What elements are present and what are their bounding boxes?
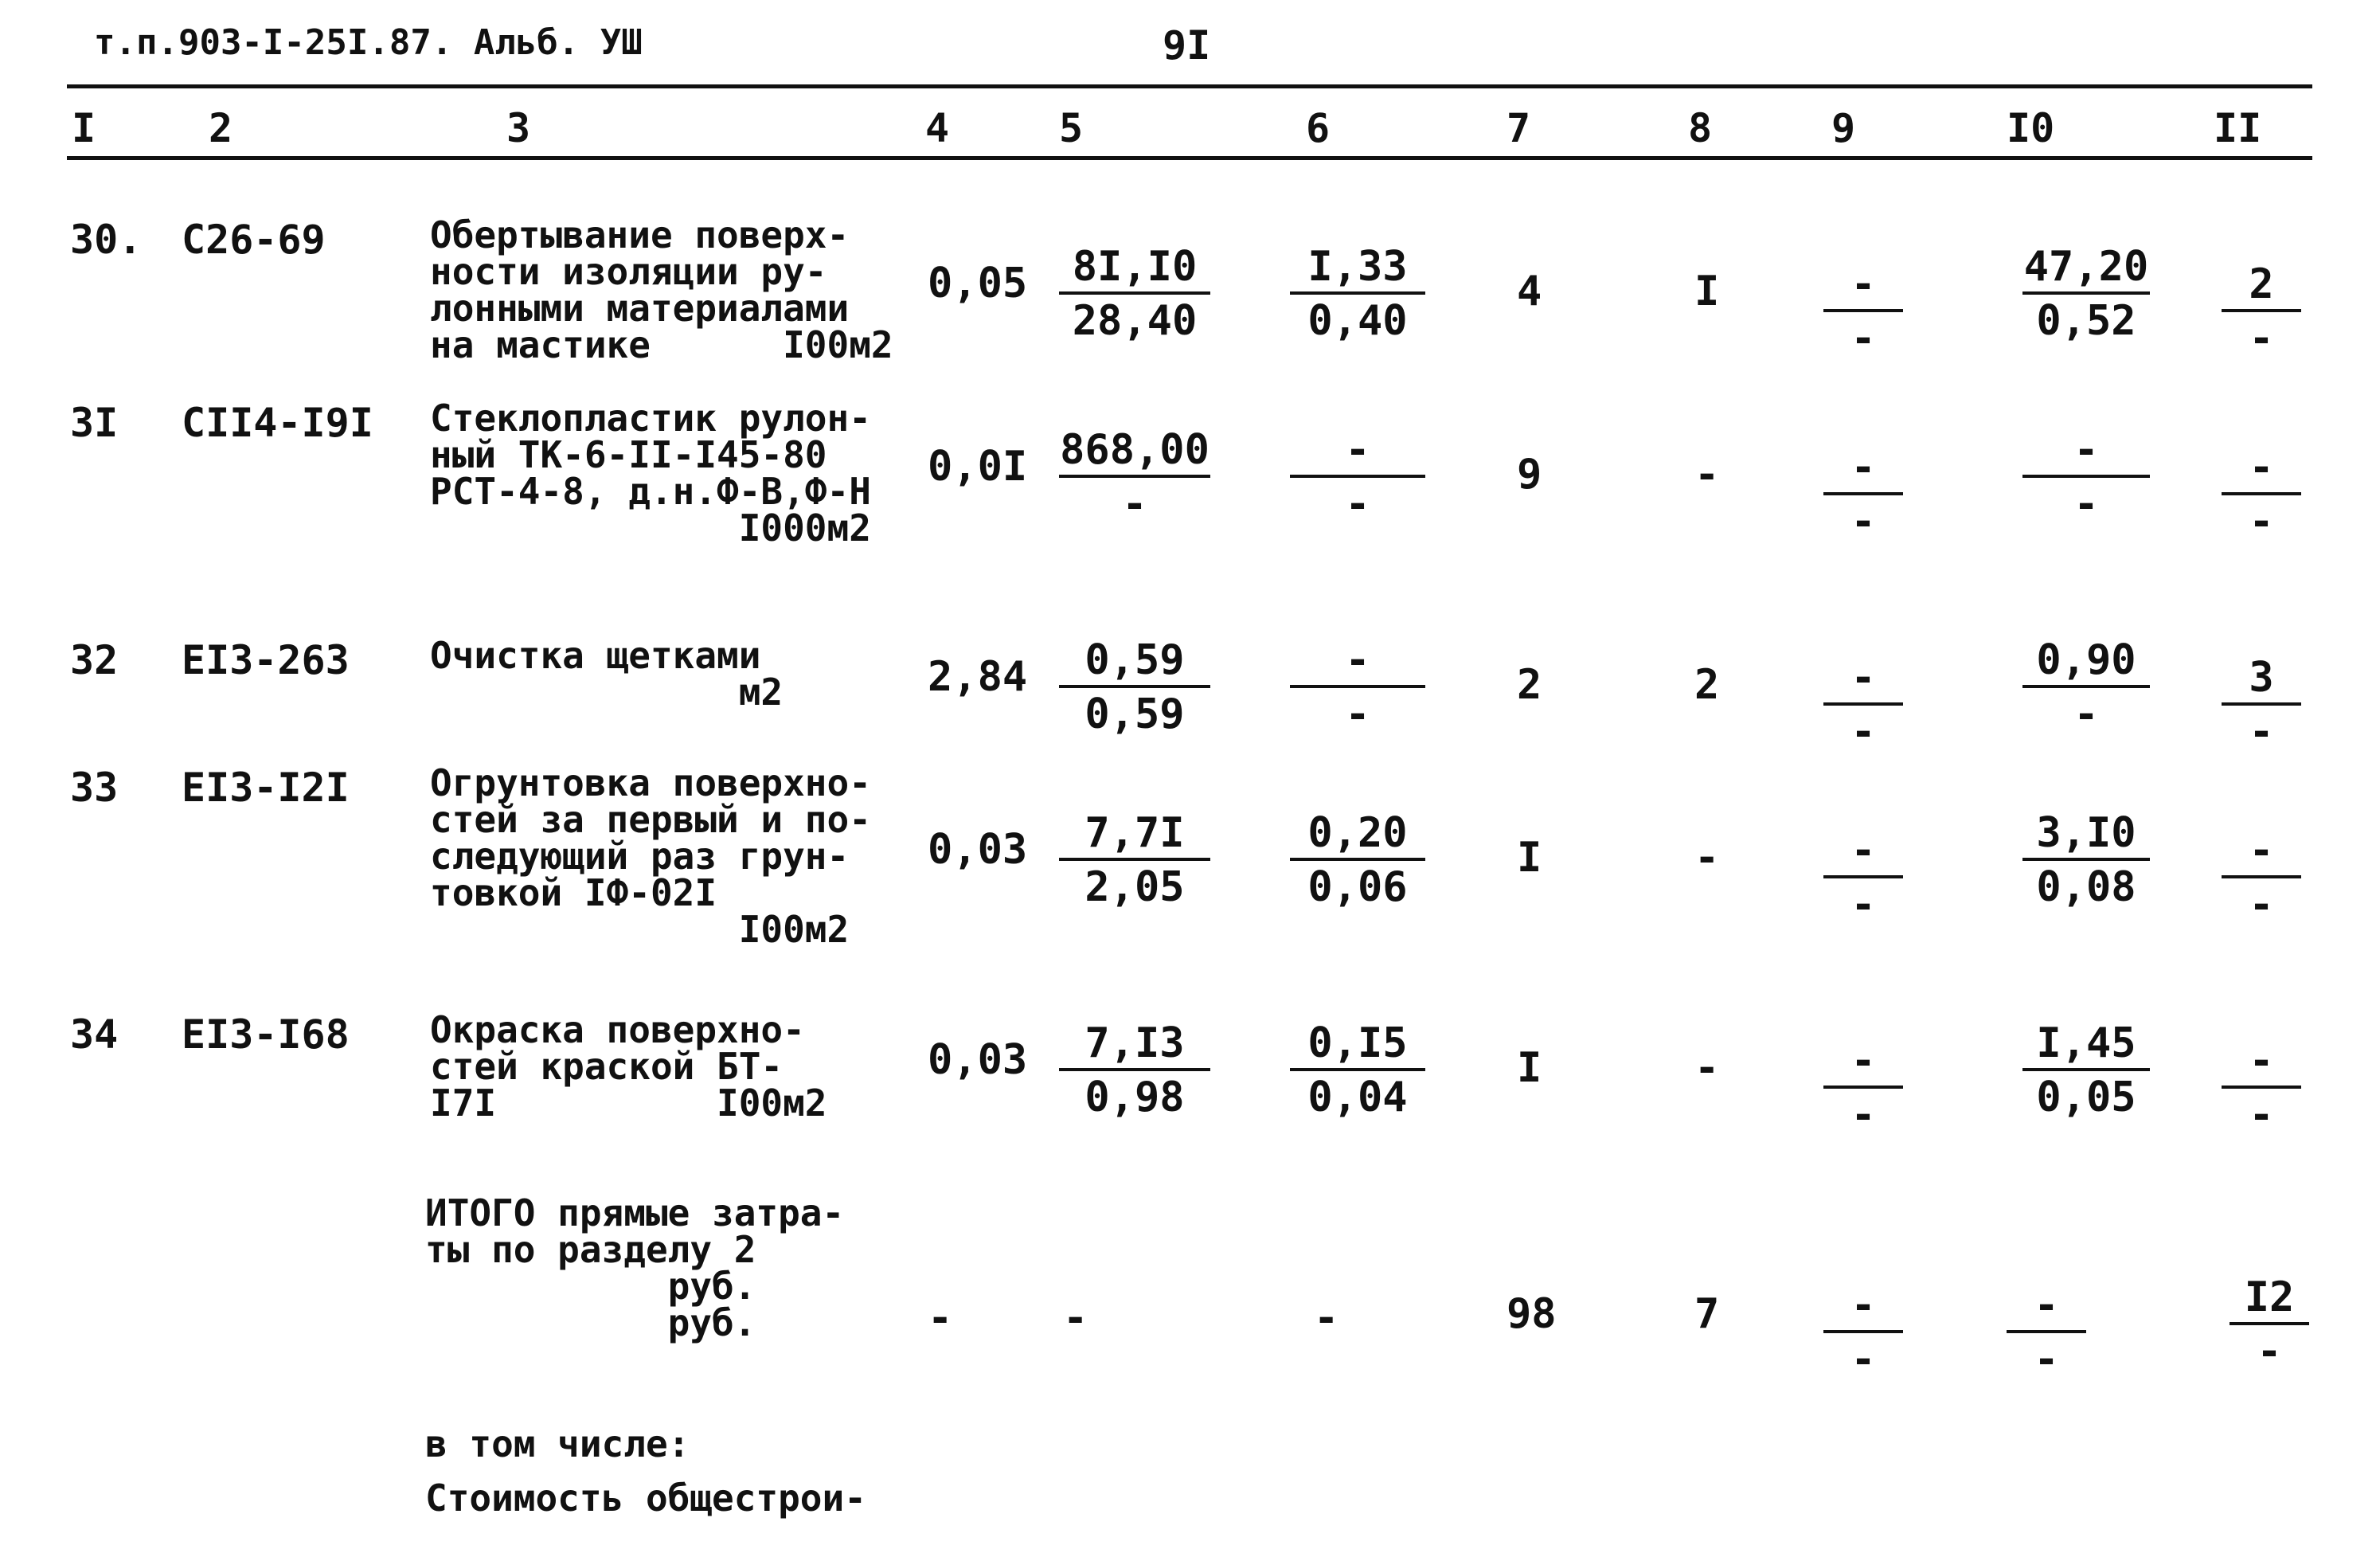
column-number-11: II (2214, 105, 2262, 151)
total-column-10-fraction-numerator: - (2034, 1281, 2059, 1329)
column-number-7: 7 (1507, 105, 1531, 151)
column-9-fraction (1823, 655, 1903, 755)
column-8-value: I (1694, 268, 1720, 315)
column-9-fraction-numerator: - (1850, 827, 1876, 874)
total-column-10-fraction-fraction-bar (2007, 1330, 2086, 1333)
column-9-fraction (1823, 827, 1903, 928)
column-11-fraction-numerator: - (2249, 444, 2274, 491)
total-column-11-fraction-denominator: - (2257, 1328, 2282, 1375)
column-number-8: 8 (1688, 105, 1713, 151)
quantity-value: 0,05 (928, 260, 1028, 307)
total-column-5: - (1063, 1294, 1088, 1342)
wage-cost-fraction-numerator: 0,I5 (1307, 1019, 1408, 1067)
column-10-fraction-numerator: 3,I0 (2036, 809, 2136, 857)
total-column-8: 7 (1694, 1290, 1720, 1338)
unit-cost-fraction-fraction-bar (1059, 685, 1210, 688)
column-11-fraction-denominator: - (2249, 1091, 2274, 1139)
column-10-fraction-denominator: 0,08 (2036, 863, 2136, 911)
column-11-fraction-denominator: - (2249, 315, 2274, 362)
wage-cost-fraction (1290, 427, 1425, 527)
rate-code: СII4-I9I (182, 400, 373, 446)
total-column-10-fraction-denominator: - (2034, 1336, 2059, 1383)
column-10-fraction-denominator: 0,52 (2036, 297, 2136, 345)
column-9-fraction-numerator: - (1850, 260, 1876, 308)
total-column-11-fraction (2230, 1274, 2309, 1375)
column-9-fraction-numerator: - (1850, 1037, 1876, 1085)
quantity-value: 0,03 (928, 826, 1028, 874)
unit-cost-fraction-denominator: 2,05 (1084, 863, 1185, 911)
quantity-value: 0,03 (928, 1036, 1028, 1084)
column-10-fraction (2022, 244, 2150, 344)
column-7-value: 9 (1517, 451, 1542, 499)
unit-cost-fraction (1059, 810, 1210, 910)
unit-cost-fraction-numerator: 0,59 (1084, 636, 1185, 684)
quantity-value: 0,0I (928, 443, 1028, 491)
column-11-fraction-numerator: - (2249, 827, 2274, 874)
unit-cost-fraction-numerator: 868,00 (1060, 426, 1210, 474)
column-11-fraction (2222, 655, 2301, 755)
rate-code: ЕI3-I2I (182, 765, 350, 811)
rate-code: С26-69 (182, 217, 326, 263)
wage-cost-fraction-numerator: 0,20 (1307, 809, 1408, 857)
total-column-9-fraction (1823, 1282, 1903, 1383)
total-column-11-fraction-fraction-bar (2230, 1322, 2309, 1325)
unit-cost-fraction-fraction-bar (1059, 291, 1210, 295)
column-11-fraction-fraction-bar (2222, 875, 2301, 878)
unit-cost-fraction-fraction-bar (1059, 858, 1210, 861)
column-11-fraction-fraction-bar (2222, 1086, 2301, 1089)
row-number: 34 (70, 1011, 119, 1058)
column-11-fraction (2222, 261, 2301, 362)
column-10-fraction-numerator: 0,90 (2036, 636, 2136, 684)
footer-cost-label: Стоимость общестрои- (425, 1477, 866, 1520)
wage-cost-fraction-denominator: - (1345, 480, 1370, 528)
column-11-fraction-denominator: - (2249, 881, 2274, 929)
document-reference: т.п.903-I-25I.87. Альб. УШ (94, 22, 643, 63)
wage-cost-fraction (1290, 244, 1425, 344)
rate-code: ЕI3-I68 (182, 1011, 350, 1058)
wage-cost-fraction (1290, 637, 1425, 737)
column-number-1: I (72, 105, 96, 151)
unit-cost-fraction-denominator: 0,98 (1084, 1074, 1185, 1121)
work-description: Стеклопластик рулон- ный ТК-6-II-I45-80 РСТ-4-8, д.н.Ф-В,Ф-Н I000м2 (430, 397, 871, 550)
unit-cost-fraction-numerator: 8I,I0 (1072, 243, 1198, 291)
column-10-fraction-fraction-bar (2022, 291, 2150, 295)
total-column-10-fraction (2007, 1282, 2086, 1383)
column-9-fraction-denominator: - (1850, 708, 1876, 756)
column-11-fraction-denominator: - (2249, 708, 2274, 756)
column-9-fraction-numerator: - (1850, 654, 1876, 702)
column-number-6: 6 (1306, 105, 1331, 151)
footer-including-label: в том числе: (425, 1422, 690, 1465)
column-9-fraction-denominator: - (1850, 881, 1876, 929)
unit-cost-fraction-fraction-bar (1059, 475, 1210, 478)
row-number: 33 (70, 765, 119, 811)
column-9-fraction-fraction-bar (1823, 702, 1903, 706)
column-9-fraction-denominator: - (1850, 315, 1876, 362)
unit-cost-fraction (1059, 1020, 1210, 1121)
row-number: 32 (70, 637, 119, 683)
unit-cost-fraction (1059, 427, 1210, 527)
column-9-fraction (1823, 1038, 1903, 1138)
work-description: Окраска поверхно- стей краской БТ- I7I I00м2 (430, 1008, 827, 1125)
column-10-fraction-numerator: I,45 (2036, 1019, 2136, 1067)
unit-cost-fraction (1059, 244, 1210, 344)
column-9-fraction-fraction-bar (1823, 492, 1903, 495)
column-9-fraction (1823, 261, 1903, 362)
total-column-7: 98 (1507, 1290, 1557, 1338)
wage-cost-fraction-denominator: 0,06 (1307, 863, 1408, 911)
column-8-value: - (1694, 1044, 1720, 1092)
column-11-fraction (2222, 827, 2301, 928)
column-11-fraction-numerator: 3 (2249, 654, 2274, 702)
wage-cost-fraction-numerator: - (1345, 636, 1370, 684)
wage-cost-fraction-fraction-bar (1290, 685, 1425, 688)
column-10-fraction (2022, 1020, 2150, 1121)
column-10-fraction-numerator: - (2073, 426, 2099, 474)
row-number: 30. (70, 217, 143, 263)
total-description: ИТОГО прямые затра- ты по разделу 2 руб. руб. (425, 1191, 845, 1344)
column-7-value: 4 (1517, 268, 1542, 315)
wage-cost-fraction-fraction-bar (1290, 858, 1425, 861)
wage-cost-fraction-fraction-bar (1290, 291, 1425, 295)
column-number-9: 9 (1831, 105, 1856, 151)
column-10-fraction (2022, 637, 2150, 737)
column-number-5: 5 (1059, 105, 1084, 151)
column-10-fraction-fraction-bar (2022, 858, 2150, 861)
work-description: Огрунтовка поверхно- стей за первый и по- следующий раз грун- товкой IФ-02I I00м2 (430, 761, 871, 951)
column-9-fraction-fraction-bar (1823, 1086, 1903, 1089)
work-description: Очистка щетками м2 (430, 634, 784, 714)
unit-cost-fraction-numerator: 7,7I (1084, 809, 1185, 857)
page-number: 9I (1163, 22, 1211, 68)
wage-cost-fraction-denominator: 0,04 (1307, 1074, 1408, 1121)
top-rule (67, 84, 2312, 88)
column-9-fraction-fraction-bar (1823, 875, 1903, 878)
column-11-fraction-denominator: - (2249, 498, 2274, 546)
column-8-value: 2 (1694, 661, 1720, 709)
wage-cost-fraction-fraction-bar (1290, 1068, 1425, 1071)
column-9-fraction-denominator: - (1850, 1091, 1876, 1139)
column-11-fraction-numerator: 2 (2249, 260, 2274, 308)
column-7-value: I (1517, 1044, 1542, 1092)
column-number-10: I0 (2007, 105, 2055, 151)
column-11-fraction (2222, 1038, 2301, 1138)
column-10-fraction (2022, 427, 2150, 527)
total-column-4: - (928, 1294, 953, 1342)
column-10-fraction-denominator: 0,05 (2036, 1074, 2136, 1121)
total-column-11-fraction-numerator: I2 (2244, 1273, 2295, 1321)
rate-code: ЕI3-263 (182, 637, 350, 683)
wage-cost-fraction (1290, 1020, 1425, 1121)
column-9-fraction (1823, 444, 1903, 545)
column-11-fraction-fraction-bar (2222, 492, 2301, 495)
column-8-value: - (1694, 451, 1720, 499)
column-number-2: 2 (209, 105, 233, 151)
total-column-9-fraction-denominator: - (1850, 1336, 1876, 1383)
unit-cost-fraction-denominator: 28,40 (1072, 297, 1198, 345)
column-11-fraction-fraction-bar (2222, 702, 2301, 706)
column-10-fraction-fraction-bar (2022, 475, 2150, 478)
column-10-fraction-denominator: - (2073, 480, 2099, 528)
column-number-4: 4 (925, 105, 950, 151)
column-header-rule (67, 156, 2312, 160)
wage-cost-fraction-numerator: - (1345, 426, 1370, 474)
total-column-6: - (1314, 1294, 1339, 1342)
column-10-fraction-fraction-bar (2022, 1068, 2150, 1071)
work-description: Обертывание поверх- ности изоляции ру- лонными материалами на мастике I00м2 (430, 213, 893, 366)
wage-cost-fraction-fraction-bar (1290, 475, 1425, 478)
column-number-3: 3 (506, 105, 531, 151)
unit-cost-fraction-denominator: 0,59 (1084, 690, 1185, 738)
column-11-fraction-fraction-bar (2222, 309, 2301, 312)
column-9-fraction-fraction-bar (1823, 309, 1903, 312)
wage-cost-fraction-numerator: I,33 (1307, 243, 1408, 291)
column-7-value: I (1517, 834, 1542, 882)
column-9-fraction-denominator: - (1850, 498, 1876, 546)
total-column-9-fraction-fraction-bar (1823, 1330, 1903, 1333)
column-9-fraction-numerator: - (1850, 444, 1876, 491)
unit-cost-fraction-denominator: - (1122, 480, 1147, 528)
row-number: 3I (70, 400, 119, 446)
wage-cost-fraction-denominator: - (1345, 690, 1370, 738)
column-11-fraction (2222, 444, 2301, 545)
unit-cost-fraction-numerator: 7,I3 (1084, 1019, 1185, 1067)
column-11-fraction-numerator: - (2249, 1037, 2274, 1085)
column-10-fraction-fraction-bar (2022, 685, 2150, 688)
quantity-value: 2,84 (928, 653, 1028, 701)
column-10-fraction-denominator: - (2073, 690, 2099, 738)
column-10-fraction (2022, 810, 2150, 910)
column-8-value: - (1694, 834, 1720, 882)
unit-cost-fraction-fraction-bar (1059, 1068, 1210, 1071)
wage-cost-fraction (1290, 810, 1425, 910)
unit-cost-fraction (1059, 637, 1210, 737)
column-7-value: 2 (1517, 661, 1542, 709)
total-column-9-fraction-numerator: - (1850, 1281, 1876, 1329)
wage-cost-fraction-denominator: 0,40 (1307, 297, 1408, 345)
column-10-fraction-numerator: 47,20 (2023, 243, 2149, 291)
